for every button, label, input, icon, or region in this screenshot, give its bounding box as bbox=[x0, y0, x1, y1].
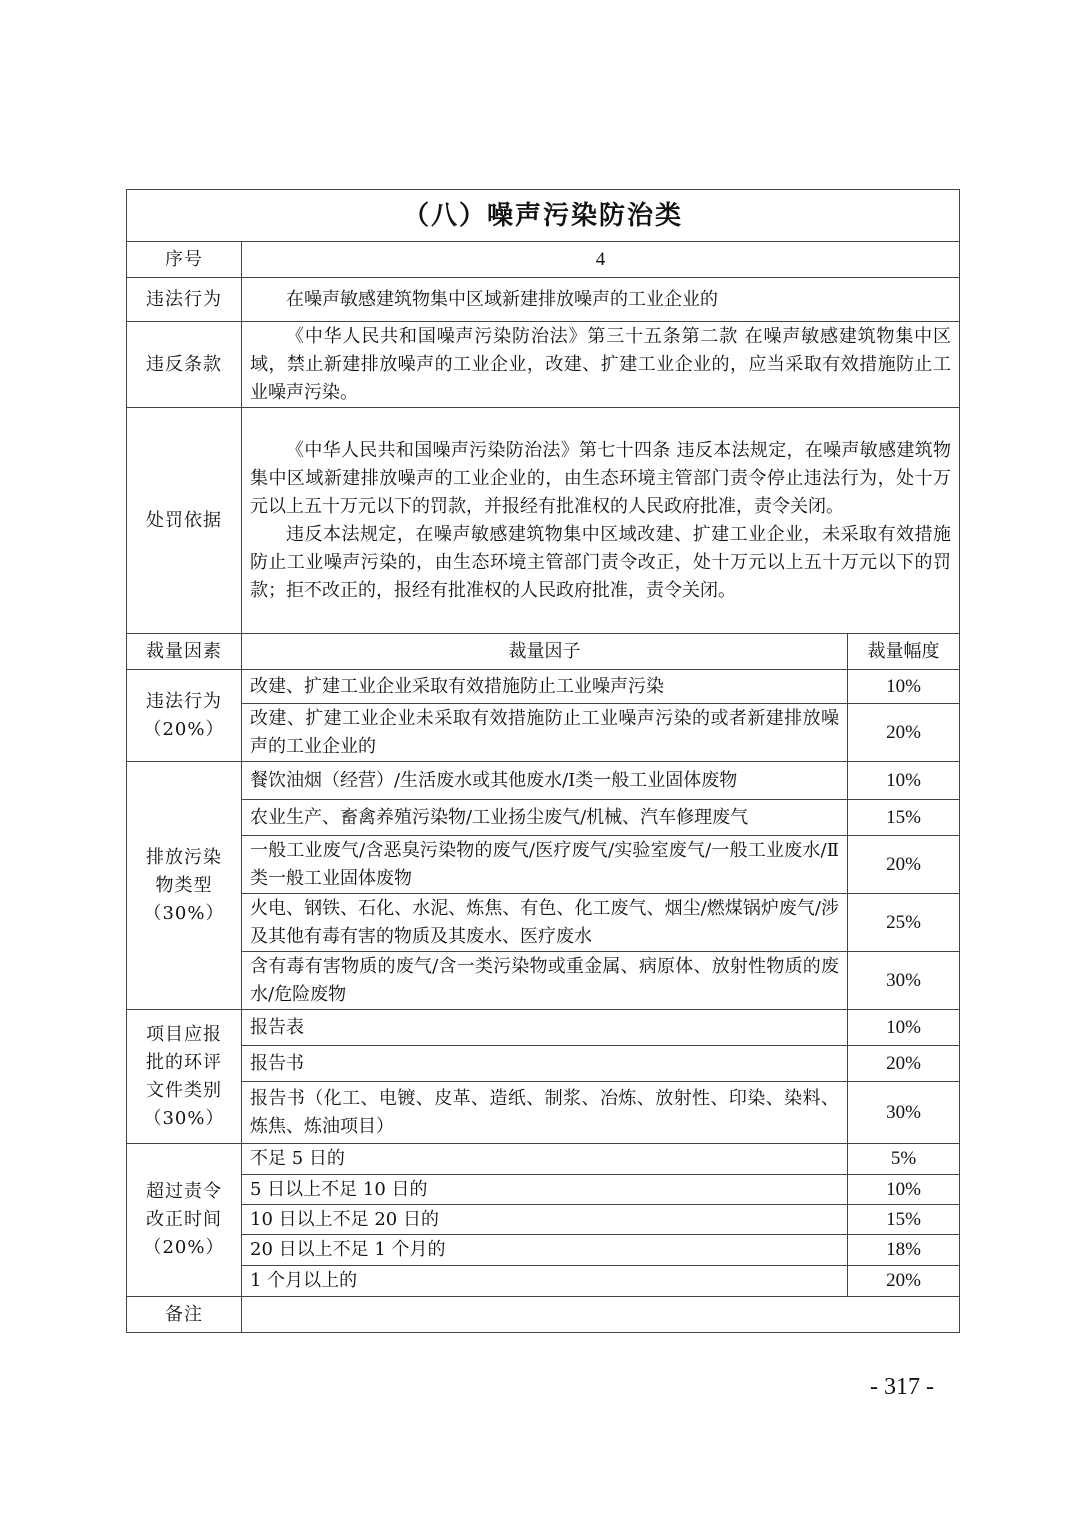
factor-cell: 改建、扩建工业企业采取有效措施防止工业噪声污染 bbox=[242, 670, 848, 704]
factor-cell: 5 日以上不足 10 日的 bbox=[242, 1175, 848, 1205]
range-cell: 10% bbox=[848, 1010, 960, 1046]
basis-label: 处罚依据 bbox=[127, 408, 242, 634]
group-label-overdue-time: 超过责令 改正时间 （20%） bbox=[127, 1144, 242, 1297]
table-row bbox=[127, 1175, 960, 1205]
group-label-eia-category: 项目应报 批的环评 文件类别 （30%） bbox=[127, 1010, 242, 1144]
penalty-discretion-table bbox=[126, 189, 960, 1333]
basis-paragraph-1: 《中华人民共和国噪声污染防治法》第七十四条 违反本法规定，在噪声敏感建筑物集中区域新建排放噪声的工业企业的，由生态环境主管部门责令停止违法行为，处十万元以上五十万元以下的罚款，并报经有批准权的人民政府批准，责令关闭。 bbox=[250, 439, 952, 517]
range-cell: 20% bbox=[848, 1046, 960, 1082]
factor-cell: 不足 5 日的 bbox=[242, 1144, 848, 1175]
table-row bbox=[127, 1266, 960, 1297]
range-cell: 10% bbox=[848, 1175, 960, 1205]
remarks-value bbox=[242, 1297, 960, 1333]
serial-value: 4 bbox=[242, 242, 960, 278]
factor-cell: 报告书（化工、电镀、皮革、造纸、制浆、冶炼、放射性、印染、染料、炼焦、炼油项目） bbox=[242, 1082, 848, 1144]
factor-cell: 报告表 bbox=[242, 1010, 848, 1046]
table-row bbox=[127, 704, 960, 762]
factor-cell: 20 日以上不足 1 个月的 bbox=[242, 1235, 848, 1266]
factor-cell: 一般工业废气/含恶臭污染物的废气/医疗废气/实验室废气/一般工业废水/Ⅱ类一般工业固体废物 bbox=[242, 836, 848, 894]
range-cell: 30% bbox=[848, 952, 960, 1010]
table-row bbox=[127, 1082, 960, 1144]
range-cell: 15% bbox=[848, 1205, 960, 1235]
table-row bbox=[127, 670, 960, 704]
factor-cell: 10 日以上不足 20 日的 bbox=[242, 1205, 848, 1235]
violation-value: 在噪声敏感建筑物集中区域新建排放噪声的工业企业的 bbox=[242, 278, 960, 322]
table-row bbox=[127, 1010, 960, 1046]
table-row bbox=[127, 762, 960, 800]
range-cell: 25% bbox=[848, 894, 960, 952]
factor-cell: 餐饮油烟（经营）/生活废水或其他废水/Ⅰ类一般工业固体废物 bbox=[242, 762, 848, 800]
table-title: （八）噪声污染防治类 bbox=[127, 190, 960, 242]
basis-value bbox=[242, 408, 960, 634]
table-row bbox=[127, 1235, 960, 1266]
group-label-violation: 违法行为 （20%） bbox=[127, 670, 242, 762]
group-label-pollutant-type: 排放污染 物类型 （30%） bbox=[127, 762, 242, 1010]
range-cell: 20% bbox=[848, 704, 960, 762]
serial-label: 序号 bbox=[127, 242, 242, 278]
range-cell: 30% bbox=[848, 1082, 960, 1144]
factor-header-col1: 裁量因素 bbox=[127, 634, 242, 670]
factor-cell: 含有毒有害物质的废气/含一类污染物或重金属、病原体、放射性物质的废水/危险废物 bbox=[242, 952, 848, 1010]
factor-cell: 火电、钢铁、石化、水泥、炼焦、有色、化工废气、烟尘/燃煤锅炉废气/涉及其他有毒有害的物质及其废水、医疗废水 bbox=[242, 894, 848, 952]
table-row bbox=[127, 1046, 960, 1082]
clause-value: 《中华人民共和国噪声污染防治法》第三十五条第二款 在噪声敏感建筑物集中区域，禁止新建排放噪声的工业企业，改建、扩建工业企业的，应当采取有效措施防止工业噪声污染。 bbox=[242, 322, 960, 408]
factor-cell: 报告书 bbox=[242, 1046, 848, 1082]
factor-cell: 改建、扩建工业企业未采取有效措施防止工业噪声污染的或者新建排放噪声的工业企业的 bbox=[242, 704, 848, 762]
table-row bbox=[127, 1205, 960, 1235]
remarks-label: 备注 bbox=[127, 1297, 242, 1333]
range-cell: 10% bbox=[848, 670, 960, 704]
range-cell: 20% bbox=[848, 1266, 960, 1297]
factor-cell: 农业生产、畜禽养殖污染物/工业扬尘废气/机械、汽车修理废气 bbox=[242, 800, 848, 836]
table-row bbox=[127, 1144, 960, 1175]
table-row bbox=[127, 952, 960, 1010]
violation-label: 违法行为 bbox=[127, 278, 242, 322]
factor-header-col2: 裁量因子 bbox=[242, 634, 848, 670]
table-row bbox=[127, 894, 960, 952]
page-number: - 317 - bbox=[870, 1374, 934, 1400]
table-row bbox=[127, 836, 960, 894]
basis-paragraph-2: 违反本法规定，在噪声敏感建筑物集中区域改建、扩建工业企业，未采取有效措施防止工业噪声污染的，由生态环境主管部门责令改正，处十万元以上五十万元以下的罚款；拒不改正的，报经有批准权的人民政府批准，责令关闭。 bbox=[250, 523, 952, 601]
table-row bbox=[127, 800, 960, 836]
factor-cell: 1 个月以上的 bbox=[242, 1266, 848, 1297]
range-cell: 20% bbox=[848, 836, 960, 894]
range-cell: 5% bbox=[848, 1144, 960, 1175]
range-cell: 10% bbox=[848, 762, 960, 800]
clause-label: 违反条款 bbox=[127, 322, 242, 408]
range-cell: 15% bbox=[848, 800, 960, 836]
factor-header-col3: 裁量幅度 bbox=[848, 634, 960, 670]
range-cell: 18% bbox=[848, 1235, 960, 1266]
